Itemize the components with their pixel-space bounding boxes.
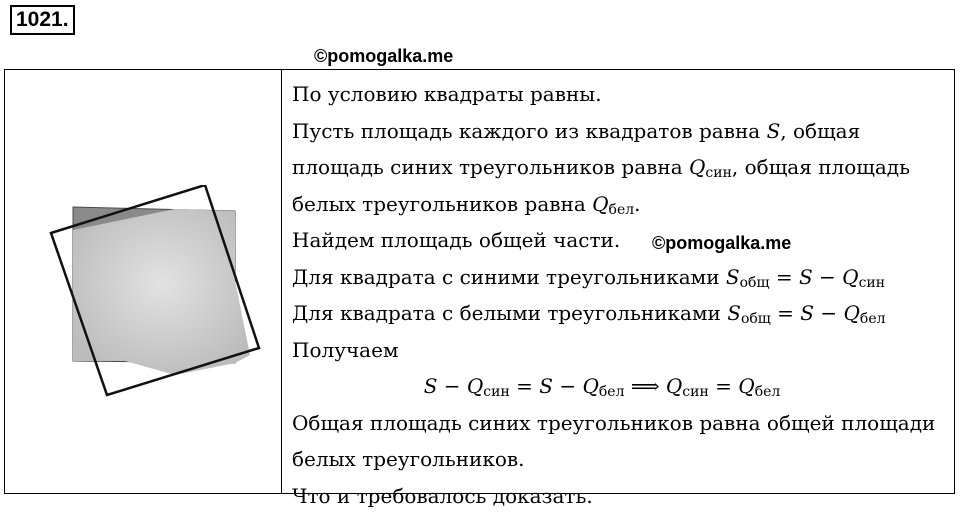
text-line	[292, 405, 942, 442]
overlapping-squares-figure	[45, 185, 270, 470]
solution-table	[4, 69, 955, 494]
math-symbol: S	[767, 119, 781, 143]
math-subscript: син	[705, 165, 732, 181]
math-operator: −	[820, 301, 837, 325]
text-span: Для квадрата с белыми треугольниками	[292, 301, 727, 325]
math-symbol: S	[800, 301, 814, 325]
text-span: По условию квадраты равны.	[292, 82, 602, 106]
math-subscript: син	[859, 275, 886, 291]
math-subscript: бел	[755, 384, 781, 400]
task-number: 1021.	[10, 5, 75, 35]
text-span: площадь синих треугольников равна	[292, 155, 689, 179]
text-line	[292, 76, 942, 113]
math-subscript: бел	[609, 202, 635, 218]
text-line	[292, 113, 942, 150]
math-subscript: общ	[740, 275, 770, 291]
math-operator: =	[516, 374, 533, 398]
math-subscript: син	[682, 384, 709, 400]
text-span: Общая площадь синих треугольников равна общей площади	[292, 411, 935, 435]
text-span: Найдем площадь общей части.	[292, 228, 620, 252]
solution-text	[292, 76, 942, 514]
text-line	[292, 295, 942, 332]
table-divider	[281, 70, 282, 493]
math-operator: −	[444, 374, 461, 398]
math-subscript: бел	[860, 311, 886, 327]
math-operator: −	[819, 265, 836, 289]
text-span: , общая площадь	[732, 155, 910, 179]
math-symbol: S	[539, 374, 553, 398]
math-symbol: Q	[843, 301, 859, 325]
text-line	[292, 222, 942, 259]
math-symbol: Q	[666, 374, 682, 398]
text-span: , общая	[780, 119, 860, 143]
text-span: белых треугольников.	[292, 447, 525, 471]
math-symbol: S	[727, 301, 741, 325]
math-symbol: S	[726, 265, 740, 289]
math-subscript: син	[483, 384, 510, 400]
math-symbol: S	[799, 265, 813, 289]
common-area	[73, 209, 250, 375]
text-line	[292, 259, 942, 296]
math-symbol: Q	[689, 155, 705, 179]
watermark: ©pomogalka.me	[314, 46, 453, 66]
text-span: белых треугольников равна	[292, 192, 592, 216]
math-symbol: Q	[467, 374, 483, 398]
math-operator: ⟹	[631, 374, 660, 398]
text-line	[292, 441, 942, 478]
math-symbol: Q	[842, 265, 858, 289]
text-span: Пусть площадь каждого из квадратов равна	[292, 119, 767, 143]
text-span: .	[634, 192, 640, 216]
math-symbol: Q	[738, 374, 754, 398]
math-operator: −	[559, 374, 576, 398]
text-line	[292, 332, 942, 369]
text-span: Получаем	[292, 338, 399, 362]
math-symbol: Q	[592, 192, 608, 216]
math-symbol: S	[424, 374, 438, 398]
math-subscript: общ	[741, 311, 771, 327]
text-line	[292, 478, 942, 514]
text-span: Для квадрата с синими треугольниками	[292, 265, 726, 289]
equation-line	[292, 368, 942, 405]
text-line	[292, 186, 942, 223]
math-operator: =	[715, 374, 732, 398]
math-operator: =	[776, 265, 793, 289]
text-span: Что и требовалось доказать.	[292, 484, 593, 508]
math-symbol: Q	[582, 374, 598, 398]
watermark: ©pomogalka.me	[652, 233, 791, 253]
math-operator: =	[777, 301, 794, 325]
math-subscript: бел	[599, 384, 625, 400]
text-line	[292, 149, 942, 186]
